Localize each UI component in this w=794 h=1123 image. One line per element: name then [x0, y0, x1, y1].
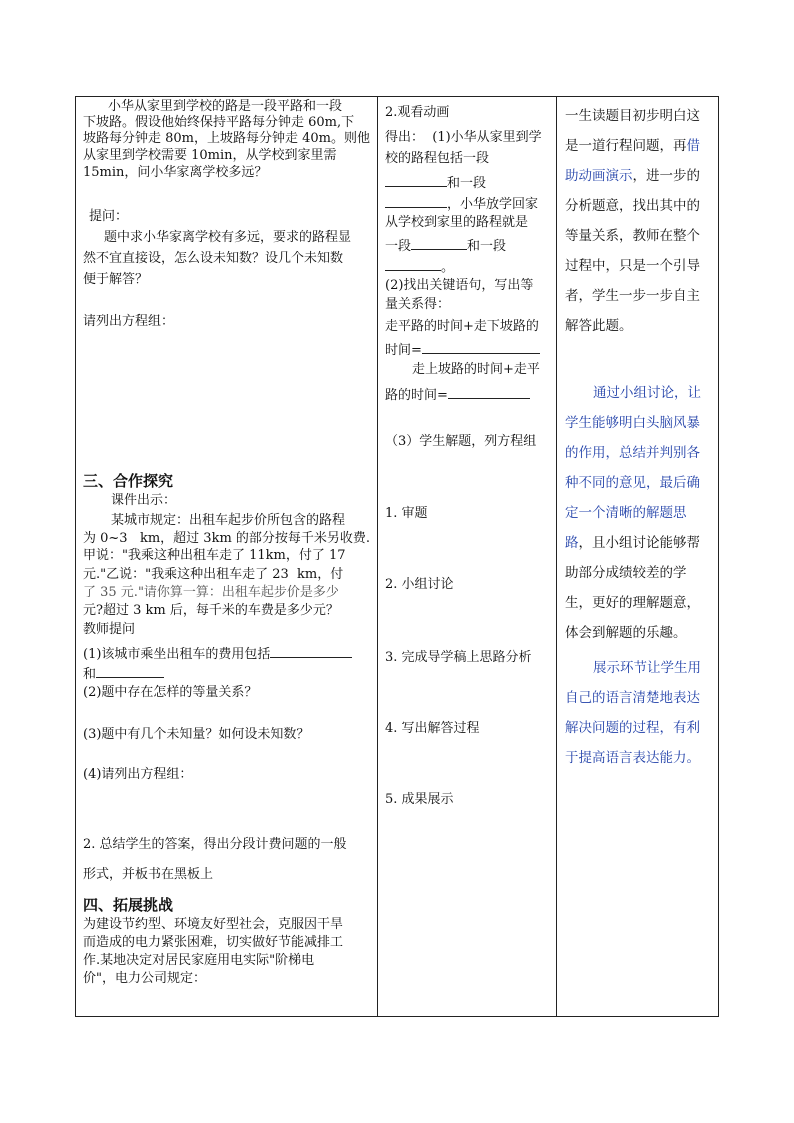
watch-animation: 2.观看动画	[385, 105, 450, 120]
show-line: 自己的语言清楚地表达	[565, 690, 700, 706]
summary-line: 形式，并板书在黑板上	[83, 867, 214, 882]
conclusion-line	[385, 194, 538, 213]
problem2-line: 元?超过 3 km 后，每千米的车费是多少元？	[83, 603, 339, 618]
answer-blank[interactable]	[422, 340, 540, 354]
intent-highlight: 借	[686, 138, 700, 154]
problem3-line: 为建设节约型、环境友好型社会，克服因干旱	[83, 917, 344, 932]
step-item: 2. 小组讨论	[385, 577, 454, 592]
problem3-line: 价"，电力公司规定：	[83, 971, 206, 986]
step-item: 5. 成果展示	[385, 792, 454, 807]
answer-blank[interactable]	[270, 644, 352, 658]
answer-blank[interactable]	[96, 664, 164, 678]
group-line: 的作用，总结并判别各	[565, 445, 700, 461]
problem2-line: 甲说："我乘这种出租车走了 11km，付了 17	[83, 548, 346, 563]
group-line: 种不同的意见，最后确	[565, 475, 700, 491]
question-label: 提问：	[89, 209, 129, 224]
summary-line: 2. 总结学生的答案，得出分段计费问题的一般	[83, 837, 347, 852]
intent-text: ，进一步的	[632, 168, 700, 184]
list-equations-prompt: 请列出方程组：	[83, 314, 175, 329]
question-line: 然不宜直接设，怎么设未知数？设几个未知数	[83, 251, 344, 266]
column-teaching-content	[76, 97, 377, 1016]
intent-line: 分析题意，找出其中的	[565, 198, 700, 214]
slide-label: 课件出示：	[111, 493, 177, 508]
show-line: 于提高语言表达能力。	[565, 750, 700, 766]
intent-line: 等量关系，教师在整个	[565, 228, 700, 244]
conclusion-line	[385, 236, 506, 255]
teacher-question-label: 教师提问	[83, 622, 136, 637]
section3-title: 三、合作探究	[83, 472, 174, 490]
problem3-line: 而造成的电力紧张困难，切实做好节能减排工	[83, 935, 344, 950]
step-item: 4. 写出解答过程	[385, 721, 480, 736]
group-line: 学生能够明白头脑风暴	[565, 415, 700, 431]
equation-line: 走平路的时间+走下坡路的	[385, 319, 539, 334]
solve-line: （3）学生解题，列方程组	[385, 434, 537, 449]
question-3: (3)题中有几个未知量？如何设未知数？	[83, 727, 310, 742]
problem1-line: 小华从家里到学校的路是一段平路和一段	[108, 99, 343, 114]
section4-title: 四、拓展挑战	[83, 896, 174, 914]
walkback-text: ，小华放学回家	[447, 197, 539, 212]
problem2-line: 元."乙说："我乘这种出租车走了 23 km，付	[83, 567, 344, 582]
lesson-table	[75, 96, 719, 1017]
question-1	[83, 644, 352, 663]
problem2-line: 了 35 元."请你算一算：出租车起步价是多少	[83, 585, 339, 600]
intent-line	[565, 161, 700, 191]
answer-blank[interactable]	[385, 194, 447, 208]
segment-and-text: 和一段	[467, 239, 507, 254]
question-2: (2)题中存在怎样的等量关系？	[83, 685, 258, 700]
column-design-intent	[557, 97, 718, 1016]
group-line	[565, 528, 700, 558]
problem2-line: 某城市规定：出租车起步价所包含的路程	[111, 513, 346, 528]
answer-blank[interactable]	[385, 173, 447, 187]
equation-line: 走上坡路的时间+走平	[412, 362, 540, 377]
equation-text: 时间=	[385, 343, 422, 358]
find-key-line: (2)找出关键语句，写出等	[385, 278, 534, 293]
show-line: 展示环节让学生用	[593, 660, 701, 676]
segment-text: 一段	[385, 239, 412, 254]
equation-line	[385, 340, 540, 359]
question-1-cont	[83, 664, 164, 683]
group-line: 助部分成绩较差的学	[565, 565, 687, 581]
conclusion-line: 校的路程包括一段	[385, 151, 490, 166]
column-student-activity	[378, 97, 556, 1016]
question-4: (4)请列出方程组：	[83, 767, 193, 782]
problem1-line: 坡路每分钟走 80m，上坡路每分钟走 40m。则他	[83, 131, 371, 146]
step-item: 3. 完成导学稿上思路分析	[385, 650, 532, 665]
conclusion-line	[385, 173, 486, 192]
problem3-line: 作.某地决定对居民家庭用电实际"阶梯电	[83, 953, 315, 968]
group-line: 通过小组讨论，让	[593, 385, 701, 401]
intent-highlight: 助动画演示	[565, 168, 633, 184]
equation-line	[385, 385, 530, 404]
and-one-text: 和一段	[447, 176, 487, 191]
conclusion-line: 从学校到家里的路程就是	[385, 215, 529, 230]
show-line: 解决问题的过程，有利	[565, 720, 700, 736]
answer-blank[interactable]	[411, 236, 467, 250]
problem1-line: 15min，问小华家离学校多远？	[83, 165, 268, 180]
intent-text: 是一道行程问题，再	[565, 138, 687, 154]
intent-line: 者，学生一步一步自主	[565, 288, 700, 304]
problem2-line: 为 0~3 km，超过 3km 的部分按每千米另收费.	[83, 531, 371, 546]
question-line: 便于解答？	[83, 272, 149, 287]
step-item: 1. 审题	[385, 506, 428, 521]
conclusion-line: 得出： (1)小华从家里到学	[385, 130, 542, 145]
answer-blank[interactable]	[448, 385, 530, 399]
problem1-line: 从家里到学校需要 10min，从学校到家里需	[83, 148, 337, 163]
group-highlight: 路	[565, 535, 579, 551]
group-line: 生，更好的理解题意，	[565, 595, 700, 611]
intent-line: 一生读题目初步明白这	[565, 108, 700, 124]
intent-line	[565, 131, 700, 161]
problem1-line: 下坡路。假设他始终保持平路每分钟走 60m,下	[83, 115, 355, 130]
intent-line: 解答此题。	[565, 318, 633, 334]
period-text: 。	[441, 260, 455, 275]
question-line: 题中求小华家离学校有多远，要求的路程显	[104, 230, 352, 245]
answer-blank[interactable]	[385, 257, 441, 271]
find-key-line: 量关系得：	[385, 297, 451, 312]
conclusion-line	[385, 257, 454, 276]
question-1-and: 和	[83, 667, 97, 682]
equation-text: 路的时间=	[385, 388, 448, 403]
group-line: 定一个清晰的解题思	[565, 505, 687, 521]
group-text: ，且小组讨论能够帮	[578, 535, 700, 551]
group-line: 体会到解题的乐趣。	[565, 625, 687, 641]
question-1-text: (1)该城市乘坐出租车的费用包括	[83, 647, 271, 662]
intent-line: 过程中，只是一个引导	[565, 258, 700, 274]
